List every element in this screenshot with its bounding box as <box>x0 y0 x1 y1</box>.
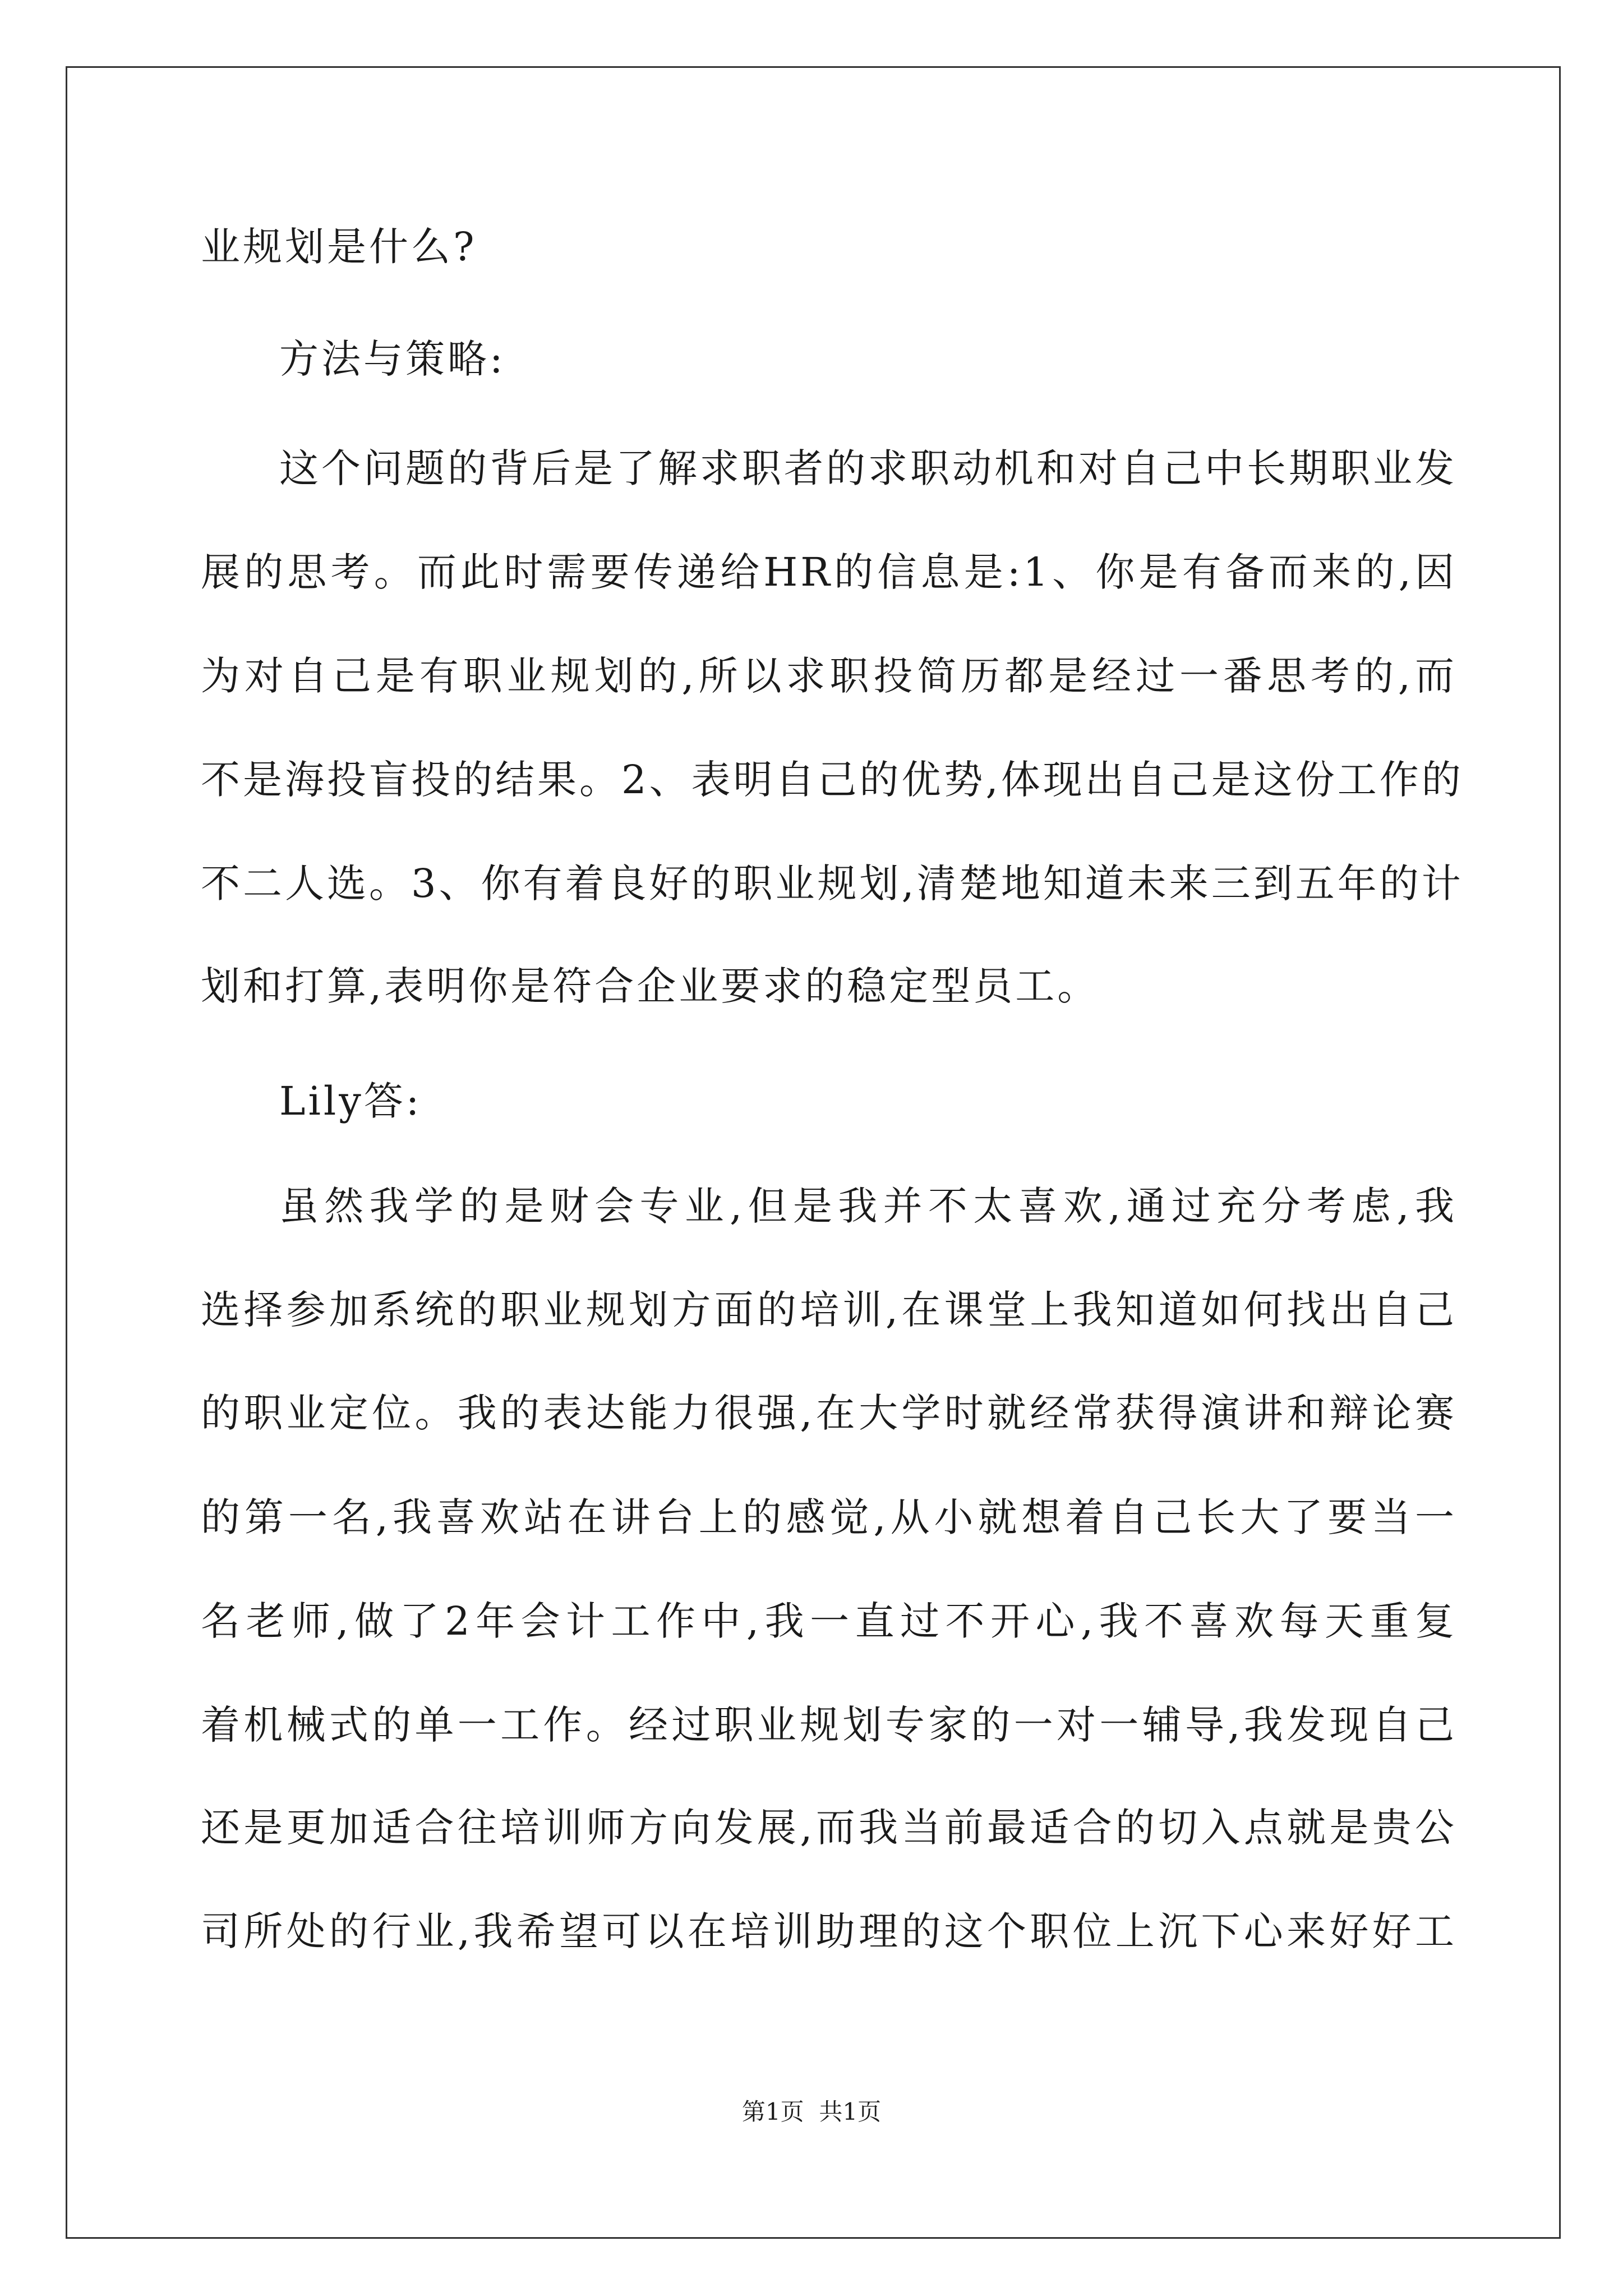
text-line: 着机械式的单一工作。经过职业规划专家的一对一辅导,我发现自己 <box>201 1702 1457 1748</box>
text-line: 业规划是什么? <box>201 224 477 270</box>
text-line: 这个问题的背后是了解求职者的求职动机和对自己中长期职业发 <box>279 445 1457 491</box>
section-heading-lily-answer: Lily答: <box>279 1078 422 1124</box>
text-line: 为对自己是有职业规划的,所以求职投简历都是经过一番思考的,而 <box>201 653 1457 699</box>
text-line: 选择参加系统的职业规划方面的培训,在课堂上我知道如何找出自己 <box>201 1287 1457 1333</box>
text-line: 名老师,做了2年会计工作中,我一直过不开心,我不喜欢每天重复 <box>201 1598 1457 1644</box>
text-line: 不是海投盲投的结果。2、表明自己的优势,体现出自己是这份工作的 <box>201 757 1464 803</box>
text-line: 不二人选。3、你有着良好的职业规划,清楚地知道未来三到五年的计 <box>201 861 1464 907</box>
text-line: 还是更加适合往培训师方向发展,而我当前最适合的切入点就是贵公 <box>201 1805 1457 1851</box>
text-line: 司所处的行业,我希望可以在培训助理的这个职位上沉下心来好好工 <box>201 1908 1457 1954</box>
text-line: 展的思考。而此时需要传递给HR的信息是:1、你是有备而来的,因 <box>201 549 1457 595</box>
page-number-footer: 第1页 共1页 <box>741 2098 882 2125</box>
text-line: 的职业定位。我的表达能力很强,在大学时就经常获得演讲和辩论赛 <box>201 1390 1457 1436</box>
section-heading-method: 方法与策略: <box>279 336 506 382</box>
text-line: 划和打算,表明你是符合企业要求的稳定型员工。 <box>201 963 1100 1009</box>
text-line: 虽然我学的是财会专业,但是我并不太喜欢,通过充分考虑,我 <box>279 1183 1457 1229</box>
text-line: 的第一名,我喜欢站在讲台上的感觉,从小就想着自己长大了要当一 <box>201 1494 1457 1540</box>
